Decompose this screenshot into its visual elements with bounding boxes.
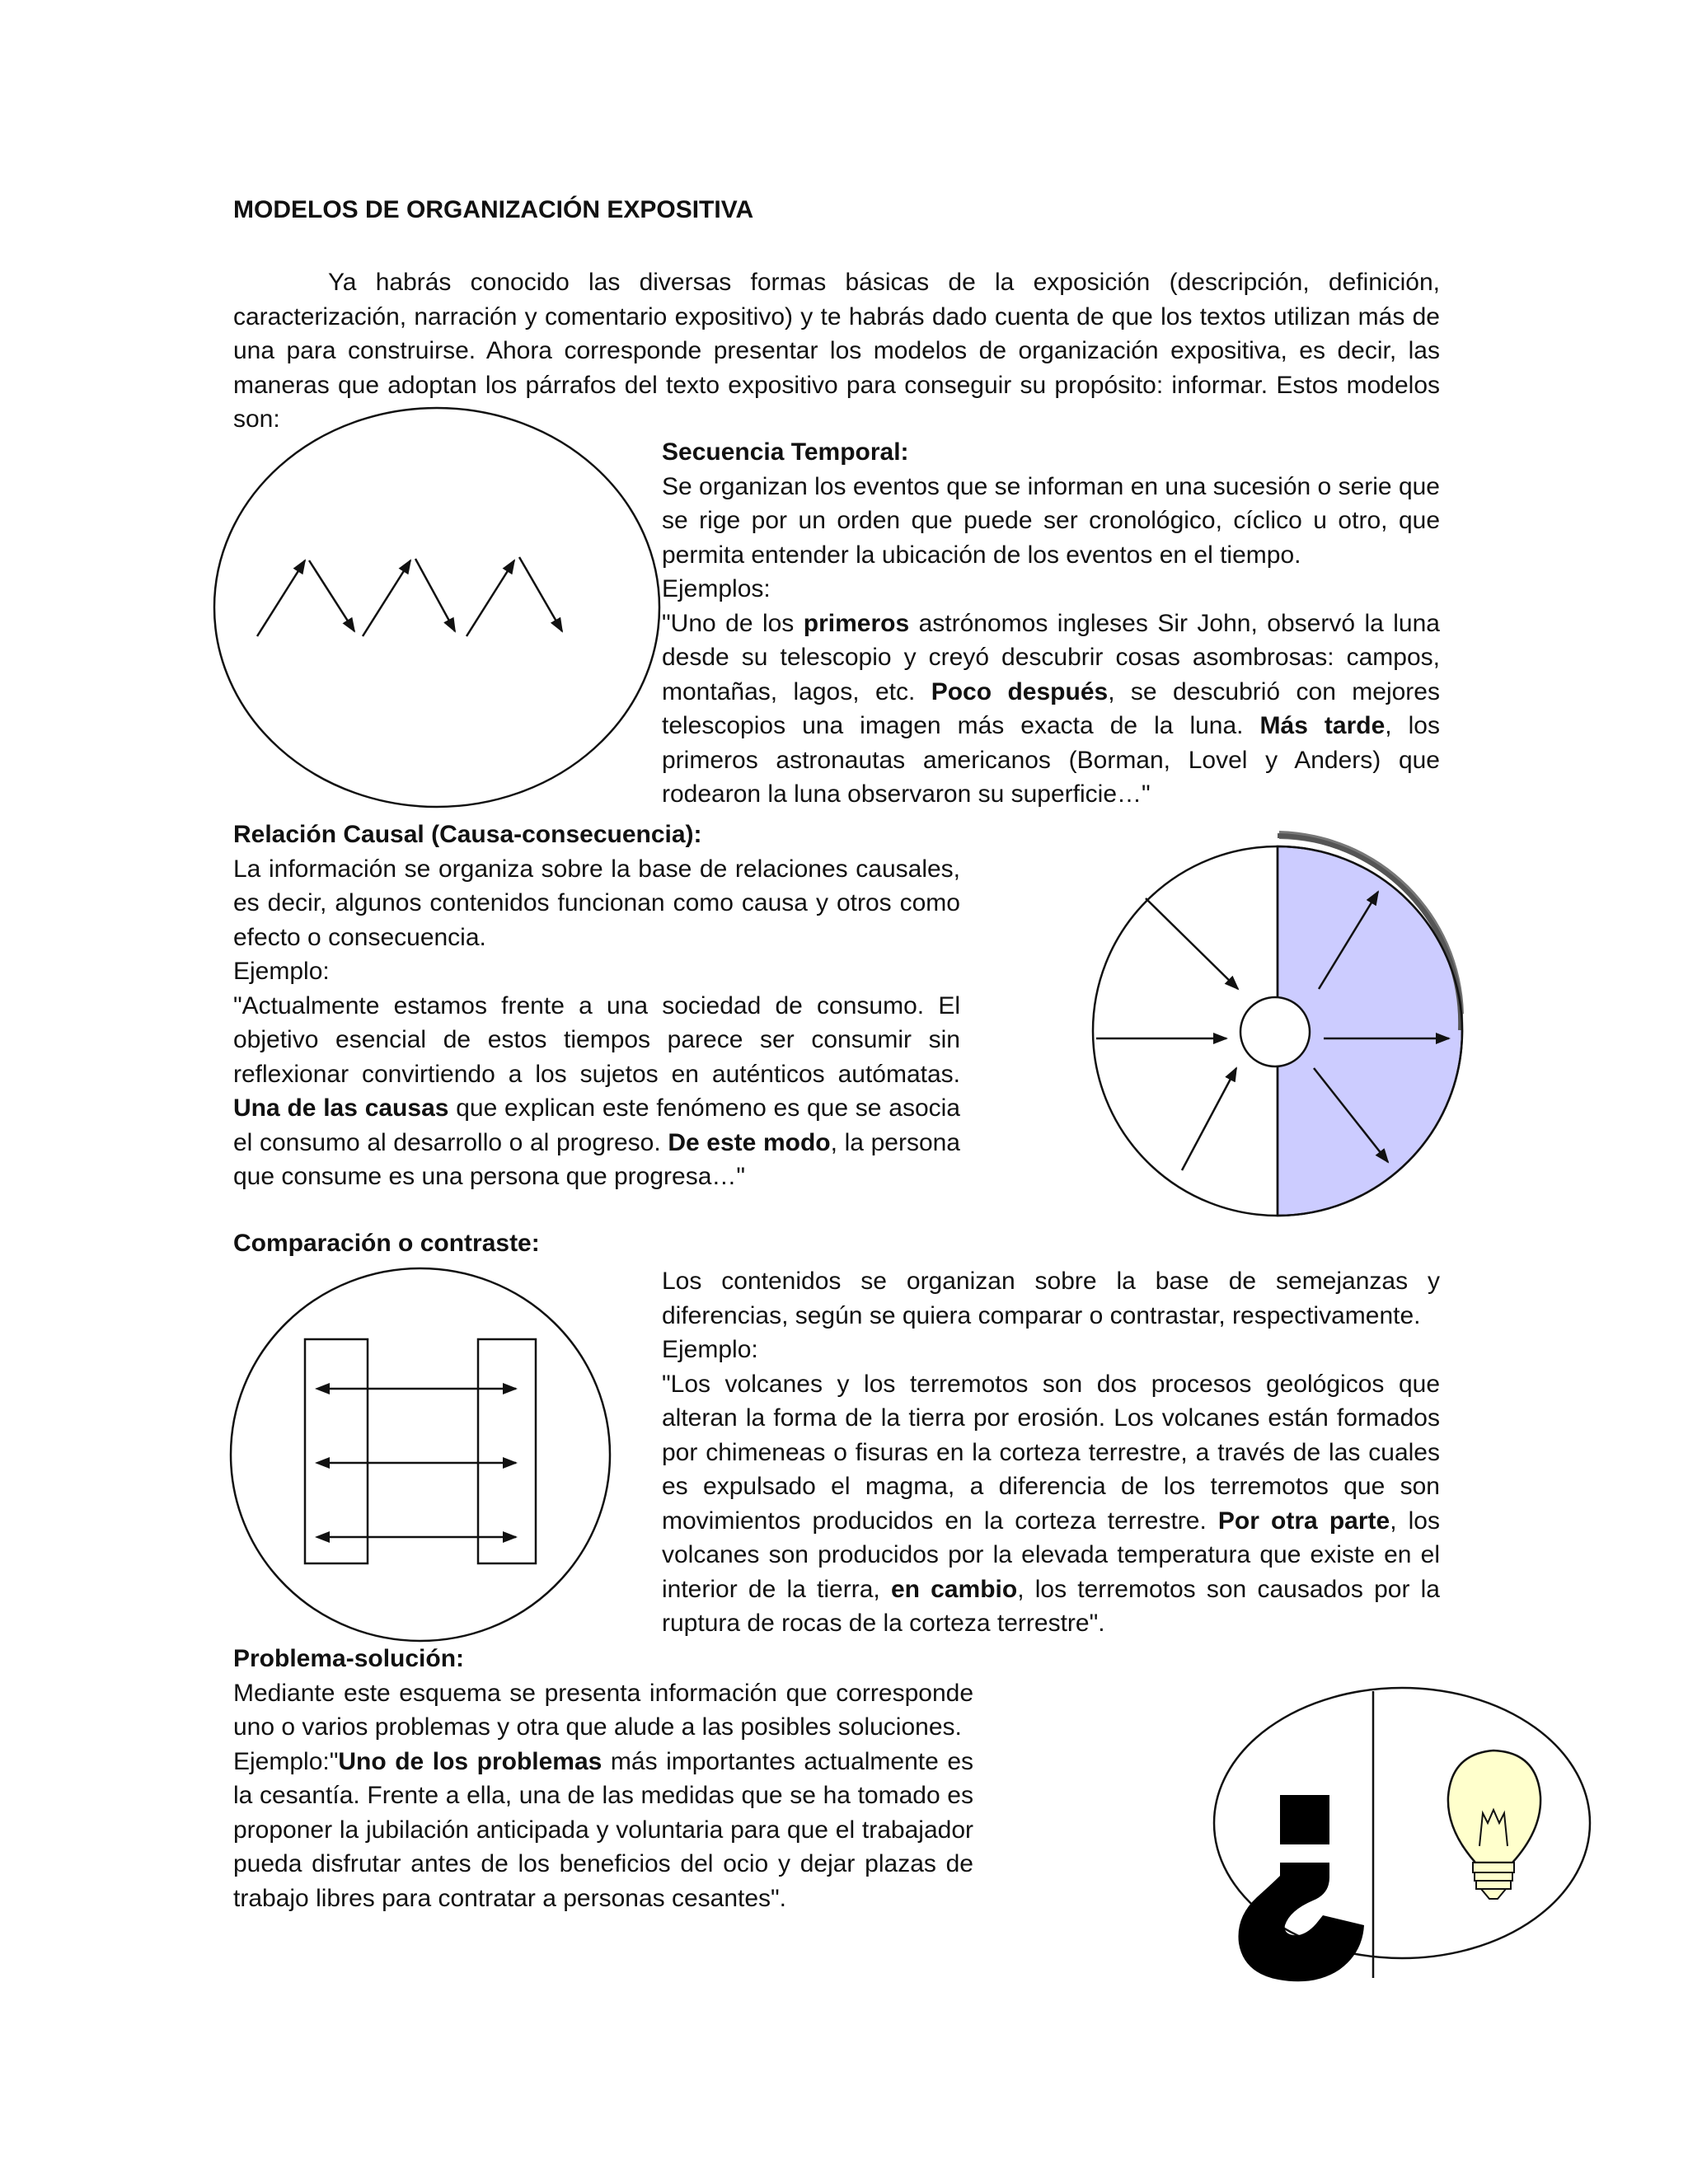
sequence-circle	[214, 408, 659, 807]
comparacion-example-label: Ejemplo:	[662, 1336, 758, 1363]
problema-heading: Problema-solución:	[233, 1645, 465, 1672]
secuencia-examples-label: Ejemplos:	[662, 575, 771, 602]
comparacion-section	[662, 1264, 1440, 1641]
causal-description: La información se organiza sobre la base de relaciones causales, es decir, algunos contenidos funcionan como causa y otros como efecto o consecuencia.	[233, 855, 960, 951]
secuencia-heading: Secuencia Temporal:	[662, 438, 909, 466]
cause-arrow	[1182, 1068, 1236, 1170]
secuencia-section	[662, 435, 1440, 812]
causal-section	[233, 818, 960, 1194]
problema-section	[233, 1642, 973, 1915]
secuencia-description: Se organizan los eventos que se informan en una sucesión o serie que se rige por un orden que puede ser cronológico, cíclico u otro, que permita entender la ubicación de los eventos en el tiempo.	[662, 472, 1440, 569]
comparacion-description: Los contenidos se organizan sobre la base de semejanzas y diferencias, según se quiera comparar o contrastar, respectivamente.	[662, 1268, 1440, 1329]
page-title: MODELOS DE ORGANIZACIÓN EXPOSITIVA	[233, 196, 754, 223]
causal-example-label: Ejemplo:	[233, 958, 330, 985]
causal-example: "Actualmente estamos frente a una sociedad de consumo. El objetivo esencial de estos tiempos parece ser consumir sin reflexionar convirtiendo a los sujetos en auténticos autómatas. Una de las causas que explican este fenómeno es que se asocia el consumo al desarrollo o al progreso. De este modo, la persona que consume es una persona que progresa…"	[233, 991, 960, 1190]
causal-center	[1240, 997, 1310, 1066]
secuencia-example: "Uno de los primeros astrónomos ingleses Sir John, observó la luna desde su telescopio y creyó descubrir cosas asombrosas: campos, montañas, lagos, etc. Poco después, se descubrió con mejores telescopios una imagen más exacta de la luna. Más tarde, los primeros astronautas americanos (Borman, Lovel y Anders) que rodearon la luna observaron su superficie…"	[662, 609, 1440, 808]
intro-paragraph: Ya habrás conocido las diversas formas básicas de la exposición (descripción, definición, caracterización, narración y comentario expositivo) y te habrás dado cuenta de que los textos utilizan más de una para construirse. Ahora corresponde presentar los modelos de organización expositiva, es decir, las maneras que adoptan los párrafos del texto expositivo para conseguir su propósito: informar. Estos modelos son:	[233, 269, 1440, 433]
sequence-diagram	[214, 404, 676, 808]
problem-solution-diagram	[1207, 1681, 1603, 1994]
cause-arrow	[1146, 898, 1238, 989]
causal-heading: Relación Causal (Causa-consecuencia):	[233, 821, 702, 848]
causal-diagram	[1071, 824, 1467, 1228]
problema-example: Ejemplo:"Uno de los problemas más importantes actualmente es la cesantía. Frente a ella, una de las medidas que se ha tomado es proponer la jubilación anticipada y voluntaria para que el trabajador pueda disfrutar antes de los beneficios del ocio y dejar plazas de trabajo libres para contratar a personas cesantes".	[233, 1747, 974, 1912]
comparison-diagram	[229, 1265, 617, 1652]
comparacion-heading: Comparación o contraste:	[233, 1230, 540, 1257]
problema-description: Mediante este esquema se presenta información que corresponde uno o varios problemas y otra que alude a las posibles soluciones.	[233, 1679, 973, 1741]
comparacion-example: "Los volcanes y los terremotos son dos procesos geológicos que alteran la forma de la tierra por erosión. Los volcanes están formados por chimeneas o fisuras en la corteza terrestre, a través de las cuales es expulsado el magma, a diferencia de los terremotos que son movimientos producidos en la corteza terrestre. Por otra parte, los volcanes son producidos por la elevada temperatura que existe en el interior de la tierra, en cambio, los terremotos son causados por la ruptura de rocas de la corteza terrestre".	[662, 1370, 1440, 1637]
comparison-circle	[231, 1268, 610, 1641]
